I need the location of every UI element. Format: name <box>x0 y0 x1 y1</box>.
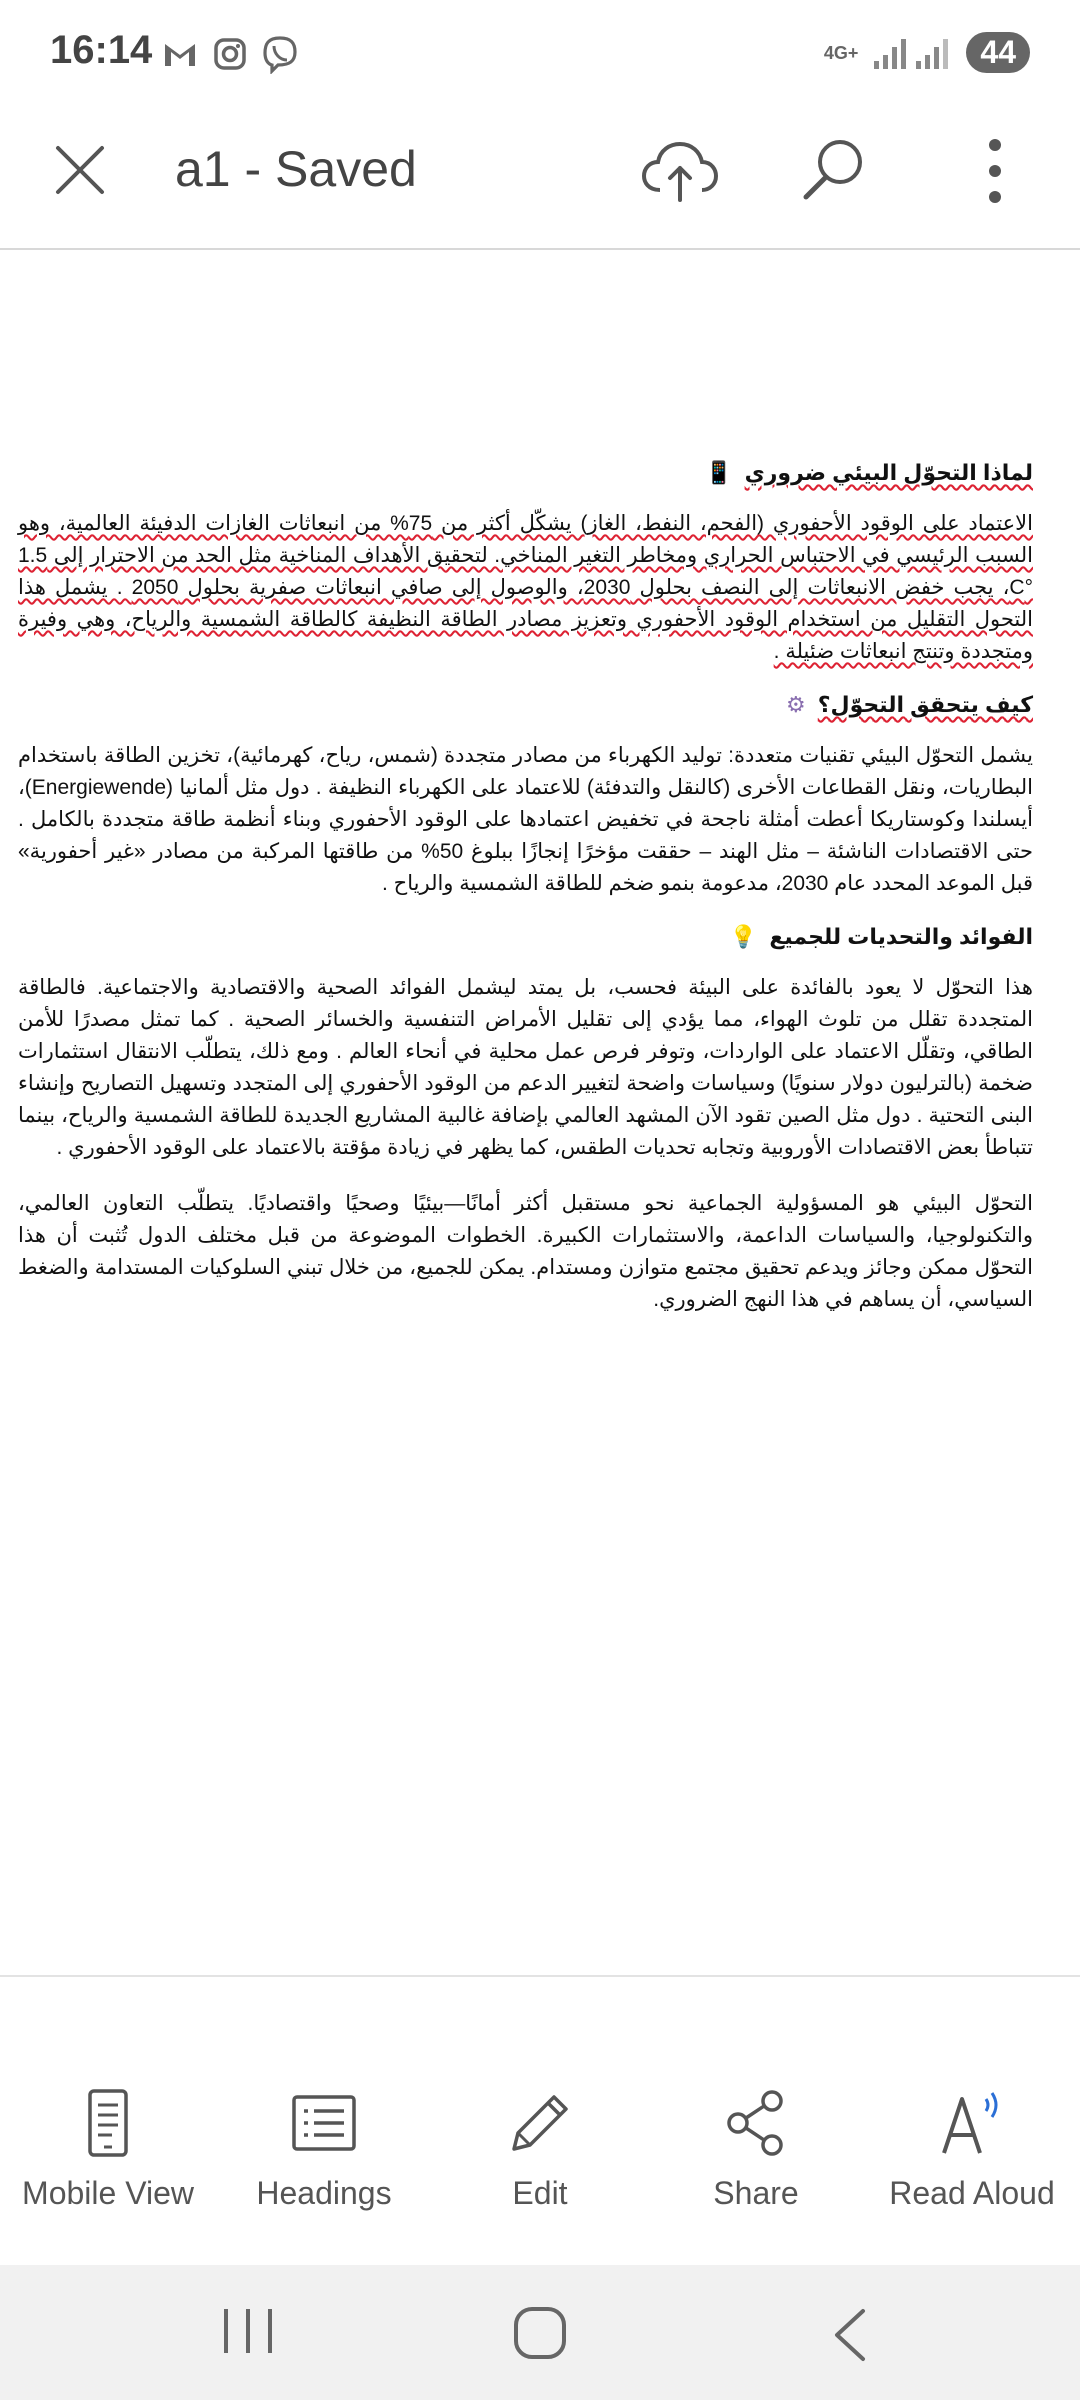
cloud-upload-icon[interactable] <box>640 138 720 204</box>
back-icon[interactable] <box>825 2305 875 2365</box>
mobile-view-icon <box>70 2085 146 2161</box>
section-paragraph: يشمل التحوّل البيئي تقنيات متعددة: توليد الكهرباء من مصادر متجددة (شمس، رياح، كهرمائية)، تخزين الطاقة باستخدام البطاريات، ونقل القطاعات الأخرى (كالنقل والتدفئة) للاعتماد على الكهرباء النظيفة . دول مثل ألمانيا (Energiewende)، أيسلندا وكوستاريكا أعطت أمثلة ناجحة في تخفيض اعتمادها على الوقود الأحفوري وبناء أنظمة طاقة متجددة بالكامل . حتى الاقتصادات الناشئة – مثل الهند – حققت مؤخرًا إنجازًا ببلوغ 50% من طاقتها المركبة من مصادر «غير أحفورية» قبل الموعد المحدد عام 2030، مدعومة بنمو ضخم للطاقة الشمسية والرياح . <box>18 744 1033 895</box>
search-icon[interactable] <box>800 134 870 204</box>
read-aloud-icon <box>934 2085 1010 2161</box>
headings-icon <box>286 2085 362 2161</box>
recent-apps-icon[interactable] <box>218 2305 278 2357</box>
gmail-icon <box>160 34 200 74</box>
read-aloud-button[interactable] <box>864 2035 1080 2265</box>
signal-icon <box>872 33 952 73</box>
status-time: 16:14 <box>50 28 153 72</box>
section-heading-text: كيف يتحقق التحوّل؟ <box>817 692 1033 717</box>
section-heading-text: لماذا التحوّل البيئي ضروري <box>744 460 1033 485</box>
gear-icon: ⚙ <box>786 692 806 717</box>
share-icon <box>718 2085 794 2161</box>
share-button[interactable] <box>648 2035 864 2265</box>
home-icon[interactable] <box>510 2303 570 2363</box>
section-paragraph: هذا التحوّل لا يعود بالفائدة على البيئة فحسب، بل يمتد ليشمل الفوائد الصحية والاقتصادية والاجتماعية. فالطاقة المتجددة تقلل من تلوث الهواء، مما يؤدي إلى تقليل الأمراض التنفسية والخسائر الصحية . كما تمثل مصدرًا للأمن الطاقي، وتقلّل الاعتماد على الواردات، وتوفر فرص عمل محلية في أنحاء العالم . ومع ذلك، يتطلّب الانتقال استثمارات ضخمة (بالترليون دولار سنويًا) وسياسات واضحة لتغيير الدعم من الوقود الأحفوري إلى المتجدد وتسهيل التصاريح وإنشاء البنى التحتية . دول مثل الصين تقود الآن المشهد العالمي بإضافة غالبية المشاريع الجديدة للطاقة الشمسية والرياح، بينما تتباطأ بعض الاقتصادات الأوروبية وتجابه تحديات الطقس، كما يظهر في زيادة مؤقتة بالاعتماد على الوقود الأحفوري . <box>18 976 1033 1159</box>
app-bar <box>0 110 1080 251</box>
edit-button[interactable] <box>432 2035 648 2265</box>
read-aloud-label: Read Aloud <box>889 2175 1055 2211</box>
close-icon[interactable] <box>50 140 110 200</box>
edit-label: Edit <box>512 2175 568 2211</box>
headings-button[interactable] <box>216 2035 432 2265</box>
share-label: Share <box>713 2175 799 2211</box>
headings-label: Headings <box>256 2175 392 2211</box>
section-heading-text: الفوائد والتحديات للجميع <box>769 924 1033 949</box>
bottom-toolbar <box>0 2035 1080 2265</box>
instagram-icon <box>210 34 250 74</box>
section-paragraph: التحوّل البيئي هو المسؤولية الجماعية نحو مستقبل أكثر أمانًا—بيئيًا وصحيًا واقتصاديًا. يتطلّب التعاون العالمي، والتكنولوجيا، والسياسات الداعمة، والاستثمارات الكبيرة. الخطوات الموضوعة من قبل مختلف الدول تُثبت أن هذا التحوّل ممكن وجائز ويدعم تحقيق مجتمع متوازن ومستدام. يمكن للجميع، من خلال تبني السلوكيات المستدامة والضغط السياسي، أن يساهم في هذا النهج الضروري. <box>18 1192 1033 1311</box>
mobile-view-label: Mobile View <box>22 2175 194 2211</box>
network-type: 4G+ <box>823 42 859 63</box>
document-canvas[interactable] <box>0 250 1080 1977</box>
more-options-icon[interactable] <box>975 135 1015 207</box>
document-body <box>18 460 1033 1340</box>
battery-indicator: 44 <box>966 32 1030 73</box>
document-title: a1 - Saved <box>175 141 417 197</box>
phone-emoji-icon: 📱 <box>705 460 733 485</box>
section-heading <box>18 924 1033 950</box>
lightbulb-icon: 💡 <box>729 924 758 949</box>
pencil-icon <box>502 2085 578 2161</box>
system-navigation-bar <box>0 2265 1080 2400</box>
notification-icons <box>160 34 300 74</box>
status-right <box>824 32 1030 73</box>
section-heading <box>18 460 1033 486</box>
viber-icon <box>260 34 300 74</box>
mobile-view-button[interactable] <box>0 2035 216 2265</box>
status-bar <box>0 0 1080 110</box>
section-heading <box>18 692 1033 718</box>
section-paragraph: الاعتماد على الوقود الأحفوري (الفحم، النفط، الغاز) يشكّل أكثر من 75% من انبعاثات الغازات الدفيئة العالمية، وهو السبب الرئيسي في الاحتباس الحراري ومخاطر التغير المناخي. لتحقيق الأهداف المناخية مثل الحد من الاحترار إلى 1.5 °C، يجب خفض الانبعاثات إلى النصف بحلول 2030، والوصول إلى صافي انبعاثات صفرية بحلول 2050 . يشمل هذا التحول التقليل من استخدام الوقود الأحفوري وتعزيز مصادر الطاقة النظيفة كالطاقة الشمسية والرياح، وهي وفيرة ومتجددة وتنتج انبعاثات ضئيلة . <box>18 512 1033 663</box>
